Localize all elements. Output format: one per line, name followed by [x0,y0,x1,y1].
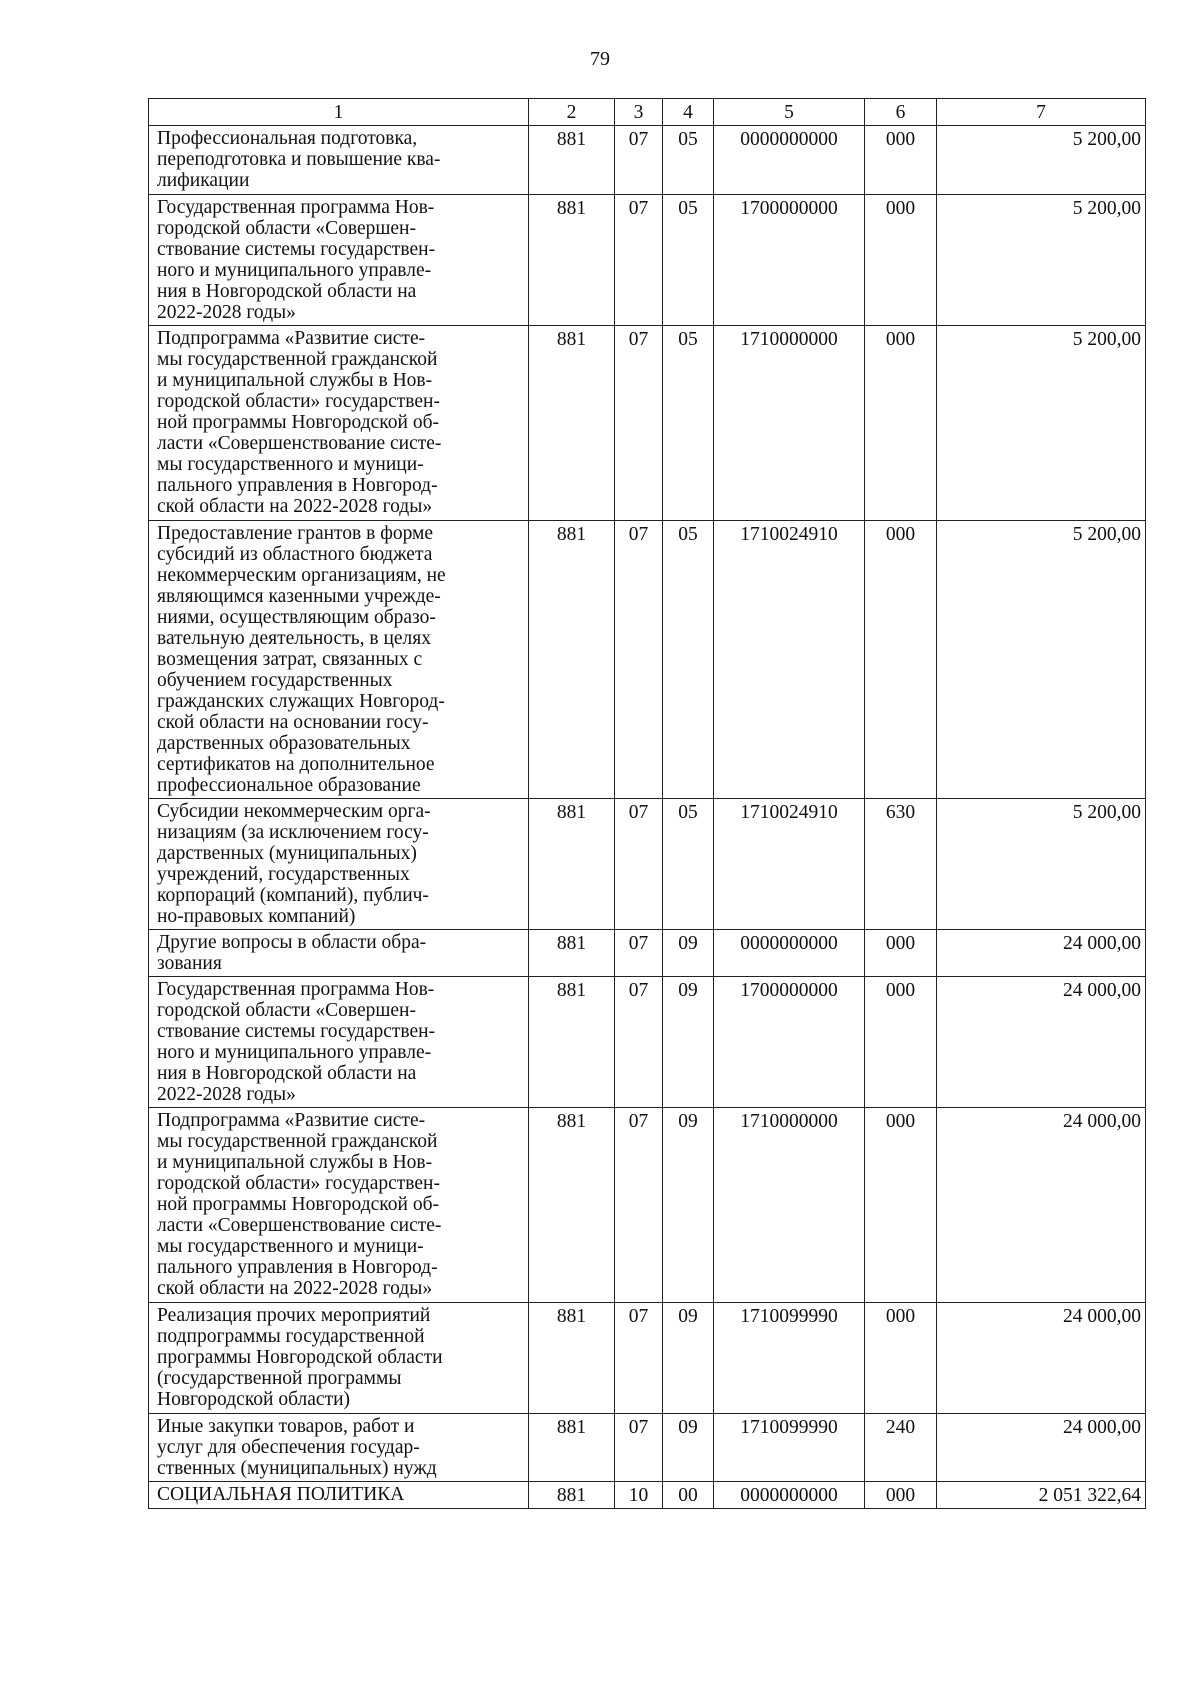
row-name-cell: СОЦИАЛЬНАЯ ПОЛИТИКА [149,1482,529,1509]
row-section-code: 10 [615,1482,663,1509]
header-cell: 6 [865,99,937,126]
row-amount: 24 000,00 [937,1414,1146,1482]
row-amount: 5 200,00 [937,126,1146,195]
row-target-code: 1710000000 [714,1108,865,1303]
row-target-code: 1710099990 [714,1303,865,1414]
row-expense-type: 630 [865,799,937,930]
table-row [149,195,1146,326]
row-amount: 24 000,00 [937,1303,1146,1414]
header-cell: 7 [937,99,1146,126]
table-row [149,930,1146,977]
table-row [149,1414,1146,1482]
row-section-code: 07 [615,521,663,799]
row-target-code: 1710024910 [714,521,865,799]
row-subsection-code: 00 [663,1482,714,1509]
row-expense-type: 000 [865,930,937,977]
row-subsection-code: 05 [663,799,714,930]
row-section-code: 07 [615,930,663,977]
row-section-code: 07 [615,1414,663,1482]
table-row [149,1303,1146,1414]
row-amount: 5 200,00 [937,521,1146,799]
row-admin-code: 881 [529,1108,615,1303]
row-amount: 5 200,00 [937,195,1146,326]
header-row [149,99,1146,126]
header-cell: 1 [149,99,529,126]
row-name-cell: Предоставление грантов в форме субсидий из областного бюджета некоммерческим организациям, не являющимся казенными учрежде- ниями, осуществляющим образо- вательную деятельность, в целях возмещения затрат, связанных с обучением государственных гражданских служащих Новгород- ской области на основании госу- дарственных образовательных сертификатов на дополнительное профессиональное образование [149,521,529,799]
row-name-cell: Другие вопросы в области обра- зования [149,930,529,977]
row-target-code: 1700000000 [714,977,865,1108]
row-subsection-code: 05 [663,521,714,799]
row-section-code: 07 [615,126,663,195]
row-expense-type: 000 [865,1482,937,1509]
row-name-cell: Подпрограмма «Развитие систе- мы государственной гражданской и муниципальной службы в Нов- городской области» государствен- ной программы Новгородской об- ласти «Совершенствование систе- мы государственного и муници- пального управления в Новгород- ской области на 2022-2028 годы» [149,1108,529,1303]
row-admin-code: 881 [529,126,615,195]
row-section-code: 07 [615,977,663,1108]
row-expense-type: 000 [865,126,937,195]
header-cell: 2 [529,99,615,126]
row-section-code: 07 [615,799,663,930]
table-row [149,326,1146,521]
row-subsection-code: 05 [663,326,714,521]
row-name-cell: Профессиональная подготовка, переподготовка и повышение ква- лификации [149,126,529,195]
row-target-code: 0000000000 [714,126,865,195]
header-cell: 5 [714,99,865,126]
row-section-code: 07 [615,195,663,326]
row-admin-code: 881 [529,1482,615,1509]
table-row [149,521,1146,799]
row-section-code: 07 [615,326,663,521]
table-row [149,1108,1146,1303]
table-row [149,977,1146,1108]
row-amount: 24 000,00 [937,1108,1146,1303]
row-name-cell: Государственная программа Нов- городской области «Совершен- ствование системы государствен- ного и муниципального управле- ния в Новгородской области на 2022-2028 годы» [149,195,529,326]
row-name-cell: Реализация прочих мероприятий подпрограммы государственной программы Новгородской области (государственной программы Новгородской области) [149,1303,529,1414]
row-admin-code: 881 [529,326,615,521]
table-row [149,126,1146,195]
row-admin-code: 881 [529,799,615,930]
row-expense-type: 240 [865,1414,937,1482]
row-admin-code: 881 [529,521,615,799]
row-target-code: 1710024910 [714,799,865,930]
row-name-cell: Государственная программа Нов- городской области «Совершен- ствование системы государствен- ного и муниципального управле- ния в Новгородской области на 2022-2028 годы» [149,977,529,1108]
row-subsection-code: 05 [663,126,714,195]
row-amount: 24 000,00 [937,977,1146,1108]
row-target-code: 1710000000 [714,326,865,521]
row-admin-code: 881 [529,1414,615,1482]
row-name-cell: Субсидии некоммерческим орга- низациям (за исключением госу- дарственных (муниципальных) учреждений, государственных корпораций (компаний), публич- но-правовых компаний) [149,799,529,930]
table-row [149,799,1146,930]
row-amount: 5 200,00 [937,326,1146,521]
row-section-code: 07 [615,1303,663,1414]
row-amount: 2 051 322,64 [937,1482,1146,1509]
table-row [149,1482,1146,1509]
row-subsection-code: 09 [663,1414,714,1482]
row-name-cell: Иные закупки товаров, работ и услуг для обеспечения государ- ственных (муниципальных) нужд [149,1414,529,1482]
row-target-code: 0000000000 [714,930,865,977]
row-expense-type: 000 [865,195,937,326]
row-subsection-code: 09 [663,1108,714,1303]
row-target-code: 0000000000 [714,1482,865,1509]
row-subsection-code: 05 [663,195,714,326]
row-section-code: 07 [615,1108,663,1303]
row-admin-code: 881 [529,977,615,1108]
row-expense-type: 000 [865,521,937,799]
row-target-code: 1710099990 [714,1414,865,1482]
row-expense-type: 000 [865,326,937,521]
page-number: 79 [590,48,610,70]
row-expense-type: 000 [865,1108,937,1303]
row-amount: 5 200,00 [937,799,1146,930]
row-subsection-code: 09 [663,930,714,977]
row-expense-type: 000 [865,1303,937,1414]
row-admin-code: 881 [529,195,615,326]
header-cell: 4 [663,99,714,126]
budget-table [148,98,1146,1509]
row-admin-code: 881 [529,930,615,977]
row-amount: 24 000,00 [937,930,1146,977]
row-subsection-code: 09 [663,1303,714,1414]
row-expense-type: 000 [865,977,937,1108]
row-subsection-code: 09 [663,977,714,1108]
row-name-cell: Подпрограмма «Развитие систе- мы государственной гражданской и муниципальной службы в Нов- городской области» государствен- ной программы Новгородской об- ласти «Совершенствование систе- мы государственного и муници- пального управления в Новгород- ской области на 2022-2028 годы» [149,326,529,521]
row-target-code: 1700000000 [714,195,865,326]
row-admin-code: 881 [529,1303,615,1414]
header-cell: 3 [615,99,663,126]
